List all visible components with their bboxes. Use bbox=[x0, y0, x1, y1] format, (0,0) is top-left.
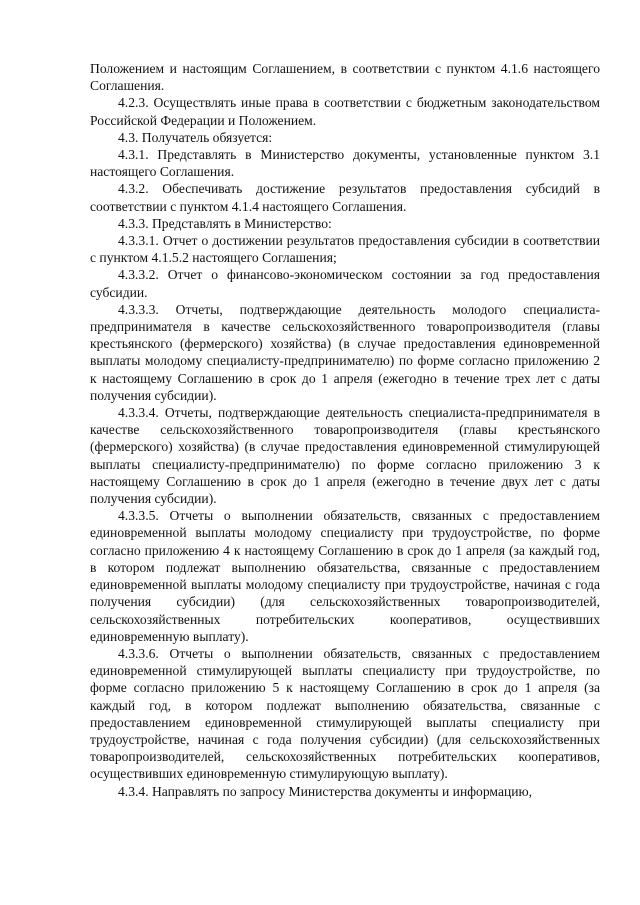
paragraph-4-3-1: 4.3.1. Представлять в Министерство документы, установленные пунктом 3.1 настоящего Соглашения. bbox=[90, 147, 600, 180]
paragraph-4-3-4: 4.3.4. Направлять по запросу Министерства документы и информацию, bbox=[118, 783, 533, 799]
paragraph-continuation: Положением и настоящим Соглашением, в соответствии с пунктом 4.1.6 настоящего Соглашения. bbox=[90, 61, 600, 94]
paragraph-4-3-3-5: 4.3.3.5. Отчеты о выполнении обязательств, связанных с предоставлением единовременной выплаты молодому специалисту при трудоустройстве, по форме согласно приложению 4 к настоящему Соглашению в срок до 1 апреля (за каждый год, в котором подлежат выполнению обязательства, связанные с предоставлением единовременной выплаты молодому специалисту при трудоустройстве, начиная с года получения субсидии) (для сельскохозяйственных товаропроизводителей, сельскохозяйственных потребительских кооперативов, осуществивших единовременную выплату). bbox=[90, 508, 600, 644]
paragraph-4-3-3: 4.3.3. Представлять в Министерство: bbox=[118, 215, 332, 231]
paragraph-4-3-3-4: 4.3.3.4. Отчеты, подтверждающие деятельность специалиста-предпринимателя в качестве сельскохозяйственного товаропроизводителя (главы крестьянского (фермерского) хозяйства) (в случае предоставления единовременной стимулирующей выплаты специалисту-предпринимателю) по форме согласно приложению 3 к настоящему Соглашению в срок до 1 апреля (ежегодно в течение двух лет с даты получения субсидии). bbox=[90, 405, 600, 507]
paragraph-4-3-3-1: 4.3.3.1. Отчет о достижении результатов предоставления субсидии в соответствии с пунктом 4.1.5.2 настоящего Соглашения; bbox=[90, 233, 600, 266]
paragraph-4-3-3-3: 4.3.3.3. Отчеты, подтверждающие деятельность молодого специалиста-предпринимателя в качестве сельскохозяйственного товаропроизводителя (главы крестьянского (фермерского) хозяйства) (в случае предоставления единовременной выплаты молодому специалисту-предпринимателю) по форме согласно приложению 2 к настоящему Соглашению в срок до 1 апреля (ежегодно в течение трех лет с даты получения субсидии). bbox=[90, 301, 600, 403]
paragraph-4-3: 4.3. Получатель обязуется: bbox=[118, 129, 273, 145]
paragraph-4-2-3: 4.2.3. Осуществлять иные права в соответствии с бюджетным законодательством Российской Федерации и Положением. bbox=[90, 95, 600, 128]
paragraph-4-3-3-2: 4.3.3.2. Отчет о финансово-экономическом состоянии за год предоставления субсидии. bbox=[90, 267, 600, 300]
document-body bbox=[90, 60, 600, 800]
paragraph-4-3-3-6: 4.3.3.6. Отчеты о выполнении обязательств, связанных с предоставлением единовременной стимулирующей выплаты специалисту при трудоустройстве, по форме согласно приложению 5 к настоящему Соглашению в срок до 1 апреля (за каждый год, в котором подлежат выполнению обязательства, связанные с предоставлением единовременной стимулирующей выплаты специалисту при трудоустройстве, начиная с года получения субсидии) (для сельскохозяйственных товаропроизводителей, сельскохозяйственных потребительских кооперативов, осуществивших единовременную стимулирующую выплату). bbox=[90, 645, 600, 782]
paragraph-4-3-2: 4.3.2. Обеспечивать достижение результатов предоставления субсидий в соответствии с пунктом 4.1.4 настоящего Соглашения. bbox=[90, 181, 600, 214]
